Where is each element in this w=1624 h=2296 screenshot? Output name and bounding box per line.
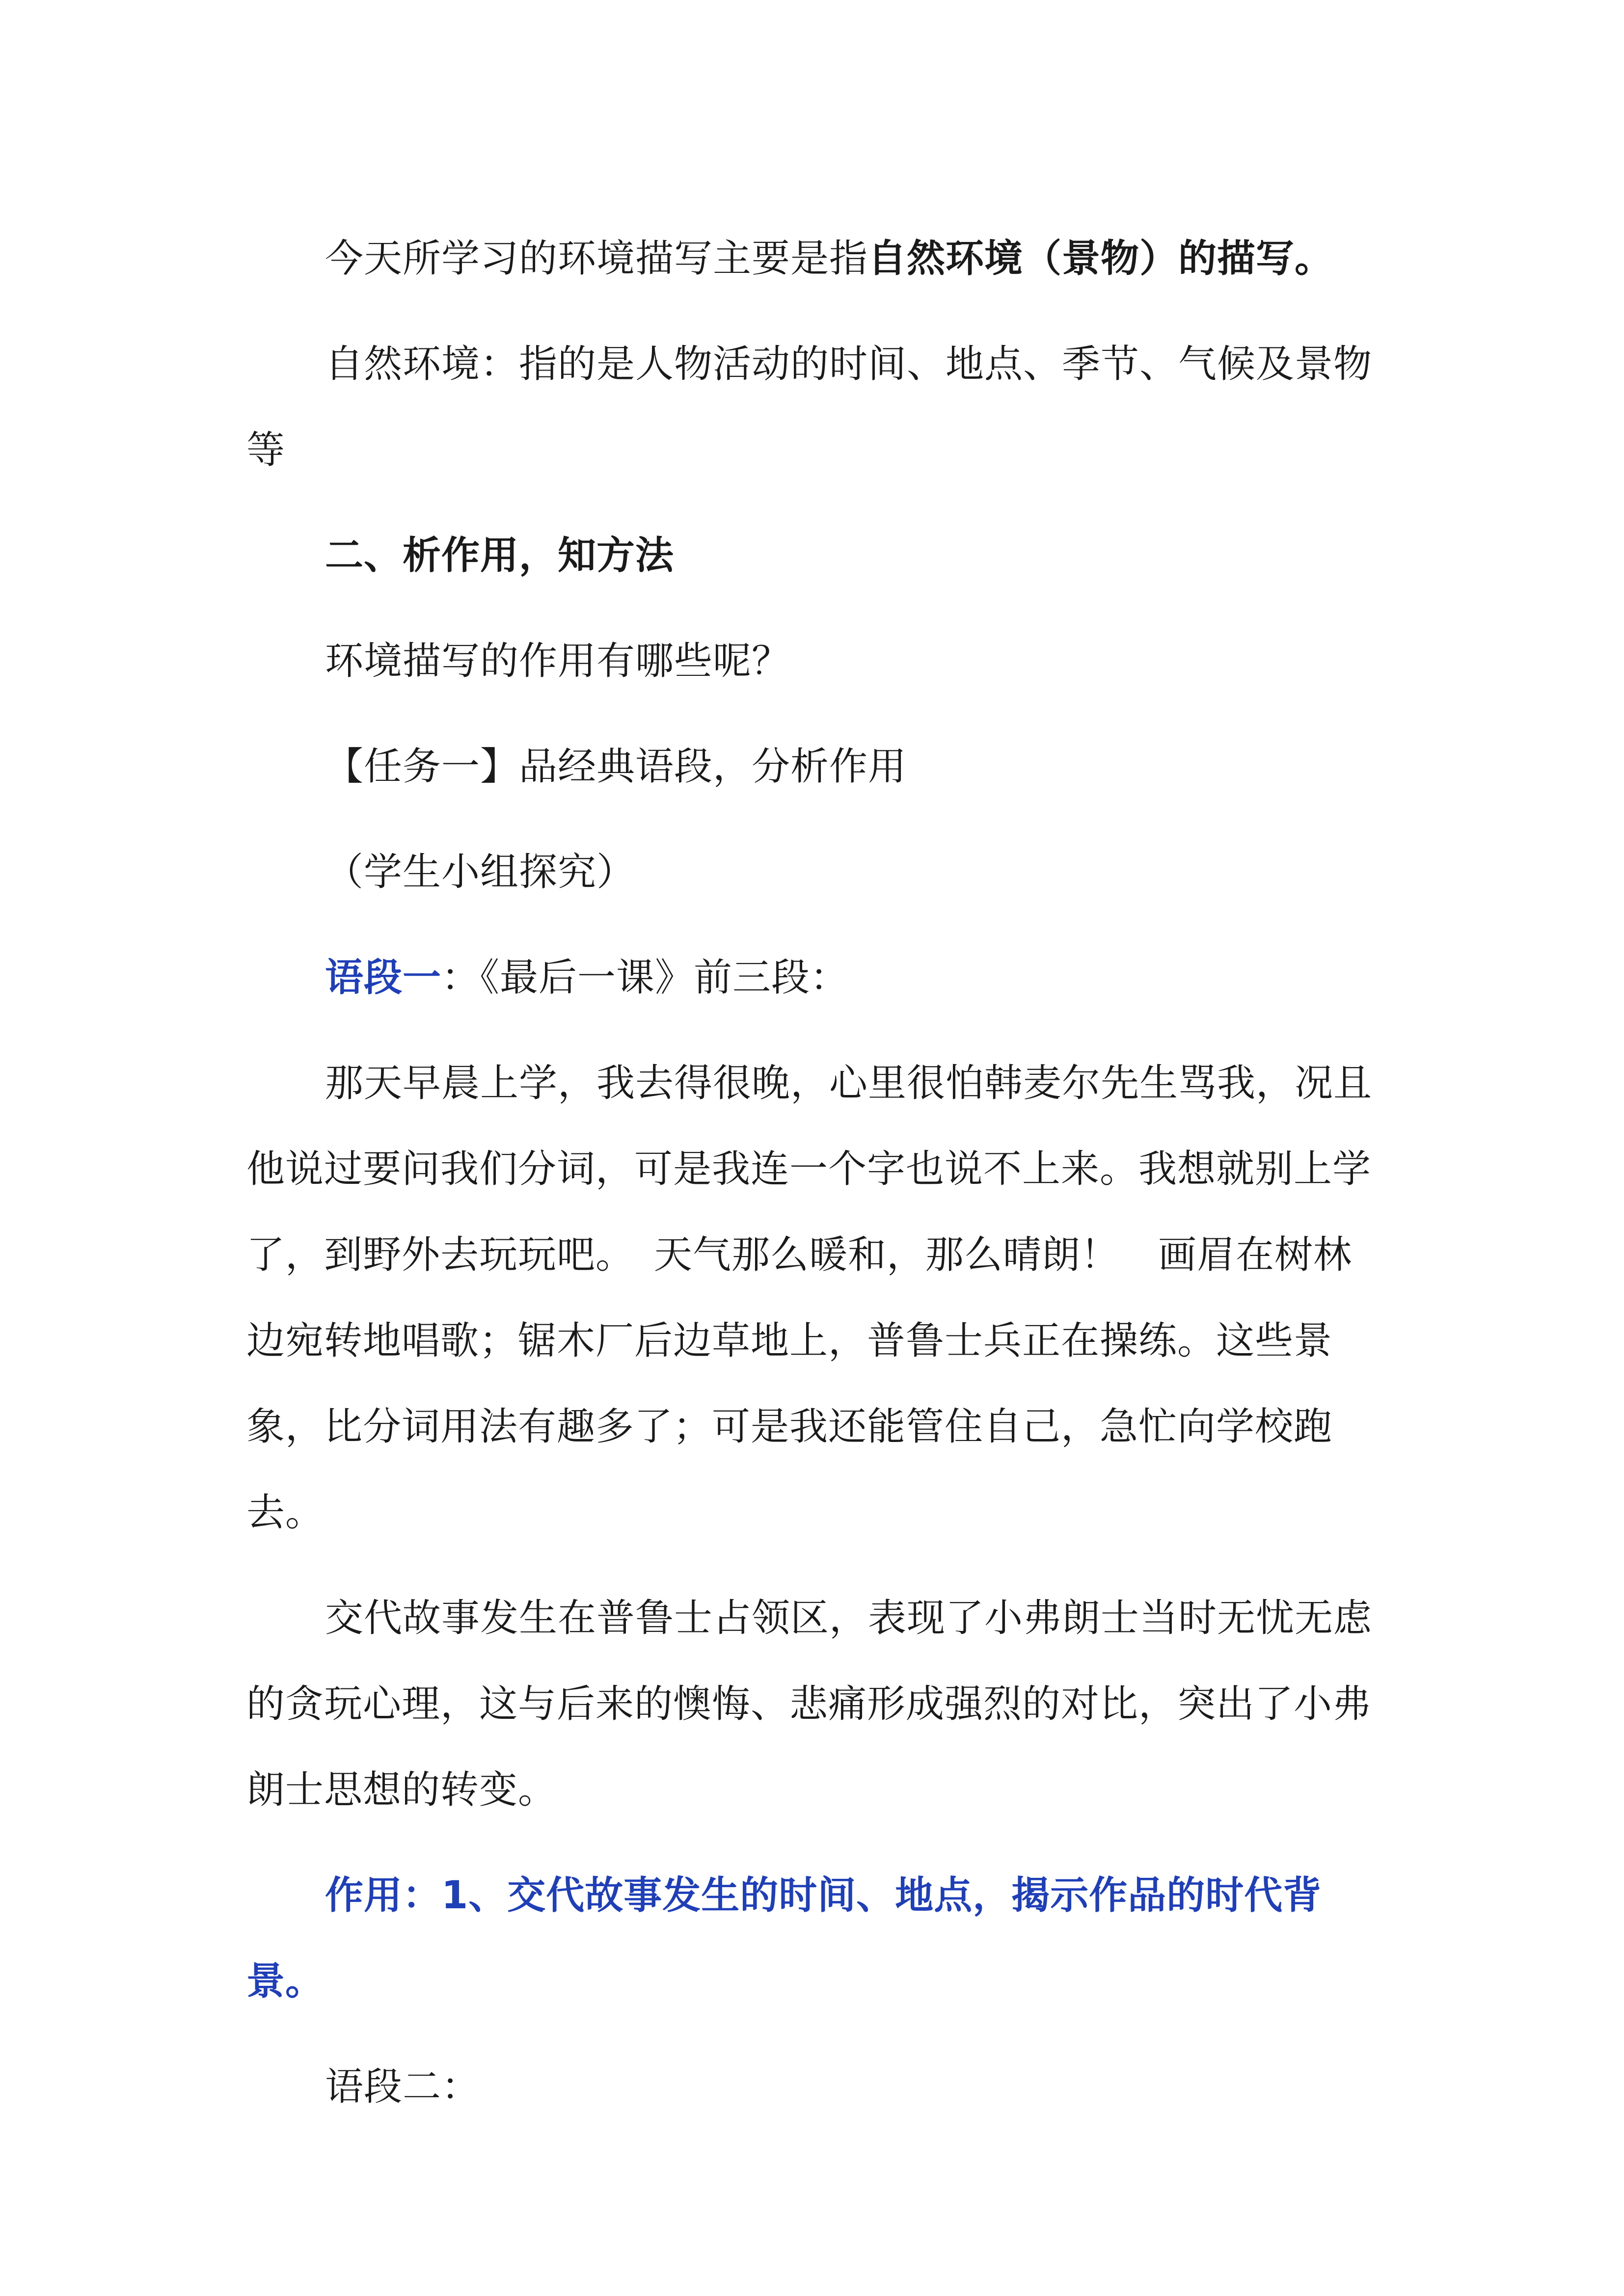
task-title: 【任务一】品经典语段，分析作用 xyxy=(325,745,907,789)
segment-two-title: 语段二： xyxy=(325,2065,481,2109)
paragraph-analysis: 交代故事发生在普鲁士占领区，表现了小弗朗士当时无忧无虑的贪玩心理，这与后来的懊悔、悲痛形成强烈的对比，突出了小弗朗士思想的转变。 xyxy=(246,1596,1373,1812)
intro-bold-text: 自然环境（景物）的描写 xyxy=(868,237,1295,281)
paragraph-question: 环境描写的作用有哪些呢？ xyxy=(325,639,791,683)
segment-one-title xyxy=(246,935,1385,1021)
intro-end-text: 。 xyxy=(1295,237,1334,281)
paragraph-natural-environment: 自然环境：指的是人物活动的时间、地点、季节、气候及景物等 xyxy=(246,342,1373,472)
intro-text: 今天所学习的环境描写主要是指 xyxy=(325,237,868,281)
paragraph-group-inquiry: （学生小组探究） xyxy=(325,850,636,894)
section-heading: 二、析作用，知方法 xyxy=(325,534,675,578)
paragraph-intro xyxy=(246,216,1385,302)
document-body xyxy=(246,216,1385,2150)
paragraph-excerpt: 那天早晨上学，我去得很晚，心里很怕韩麦尔先生骂我，况且他说过要问我们分词，可是我连一个字也说不上来。我想就别上学了，到野外去玩玩吧。 天气那么暖和，那么晴朗！ 画眉在树林边宛转地唱歌；锯木厂后边草地上，普鲁士兵正在操练。这些景象，比分词用法有趣多了；可是我还能管住自己，急忙向学校跑去。 xyxy=(246,1061,1373,1535)
segment-one-label: 语段一 xyxy=(325,956,442,1000)
segment-one-source: ：《最后一课》前三段： xyxy=(441,956,849,1000)
effect-one: 作用：1、交代故事发生的时间、地点，揭示作品的时代背景。 xyxy=(246,1873,1322,2003)
